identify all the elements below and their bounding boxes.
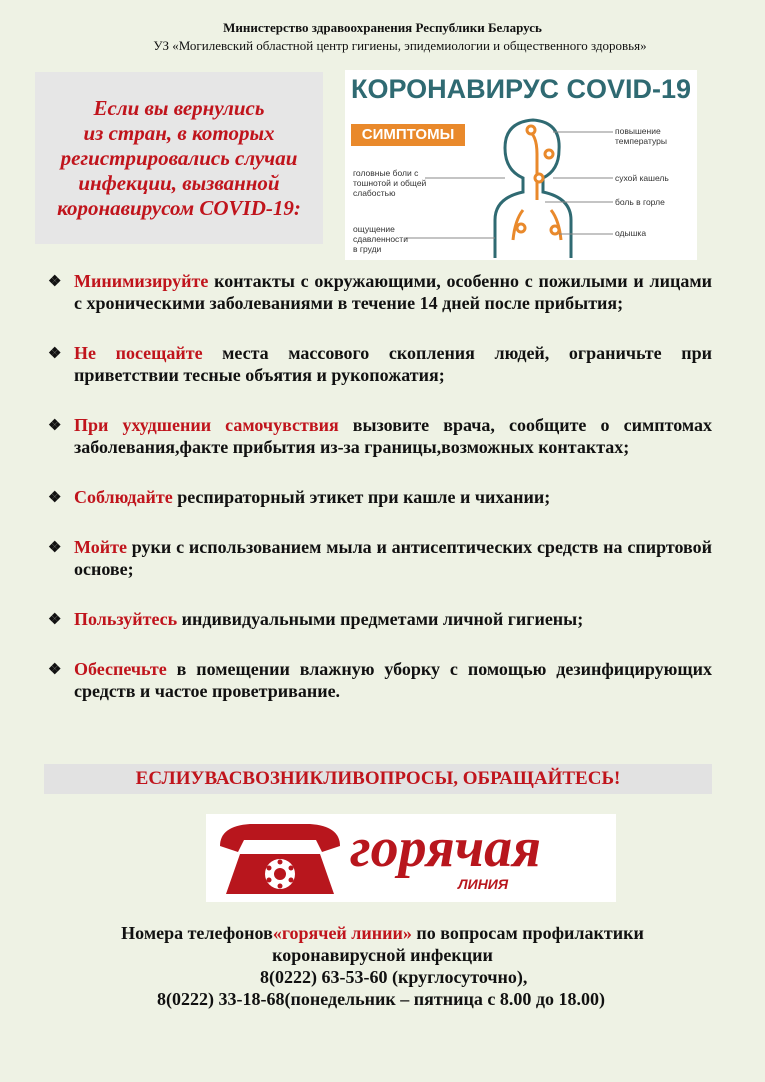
- list-item: [44, 342, 712, 386]
- phone-intro-pre: Номера телефонов: [121, 923, 273, 943]
- phone-number-2: 8(0222) 33-18-68(понедельник – пятница с 8.00 до 18.00): [157, 989, 605, 1009]
- bullet-icon: ❖: [48, 490, 62, 506]
- hotline-sub: ЛИНИЯ: [458, 876, 509, 892]
- advice-text: контакты с окружающими, особенно с пожилыми и лицами с хроническими заболеваниями в течение 14 дней после прибытия;: [74, 271, 712, 313]
- bullet-icon: ❖: [48, 612, 62, 628]
- advice-highlight: При ухудшении самочувствия: [74, 415, 339, 435]
- list-item: [44, 536, 712, 580]
- phone-number-1: 8(0222) 63-53-60 (круглосуточно),: [260, 967, 528, 987]
- list-item: [44, 486, 712, 508]
- advice-highlight: Соблюдайте: [74, 487, 173, 507]
- advice-highlight: Пользуйтесь: [74, 609, 178, 629]
- advice-text: индивидуальными предметами личной гигиены;: [177, 609, 584, 629]
- list-item: [44, 270, 712, 314]
- advice-highlight: Обеспечьте: [74, 659, 167, 679]
- symptom-sore-throat: боль в горле: [615, 197, 665, 207]
- advice-text: места массового скопления людей, ограничьте при приветствии тесные объятия и рукопожатия;: [74, 343, 712, 385]
- advice-text: вызовите врача, сообщите о симптомах заболевания,факте прибытия из-за границы,возможных контактах;: [74, 415, 712, 457]
- advice-highlight: Мойте: [74, 537, 127, 557]
- intro-text: Если вы вернулись из стран, в которых регистрировались случаи инфекции, вызванной коронавирусом COVID-19:: [57, 95, 301, 220]
- bullet-icon: ❖: [48, 540, 62, 556]
- ministry-header: Министерство здравоохранения Республики Беларусь: [223, 20, 542, 35]
- advice-text: руки с использованием мыла и антисептических средств на спиртовой основе;: [74, 537, 712, 579]
- bullet-icon: ❖: [48, 418, 62, 434]
- symptom-headache: головные боли с тошнотой и общей слабостью: [353, 168, 427, 198]
- advice-list: [44, 270, 712, 702]
- symptom-cough: сухой кашель: [615, 173, 669, 183]
- telephone-icon: [210, 816, 350, 900]
- intro-box: [35, 72, 323, 244]
- covid-infographic: [345, 70, 697, 260]
- bullet-icon: ❖: [48, 346, 62, 362]
- center-header: УЗ «Могилевский областной центр гигиены, эпидемиологии и общественного здоровья»: [153, 38, 647, 53]
- symptom-fever: повышение температуры: [615, 126, 667, 146]
- hotline-logo: [206, 814, 616, 902]
- symptom-dyspnea: одышка: [615, 228, 647, 238]
- advice-highlight: Не посещайте: [74, 343, 203, 363]
- symptoms-label: СИМПТОМЫ: [351, 124, 465, 146]
- list-item: [44, 658, 712, 702]
- phone-info: [0, 922, 765, 1010]
- contact-banner: ЕСЛИУВАСВОЗНИКЛИВОПРОСЫ, ОБРАЩАЙТЕСЬ!: [44, 764, 712, 794]
- bullet-icon: ❖: [48, 274, 62, 290]
- symptom-chest: ощущение сдавленности в груди: [353, 224, 408, 254]
- phone-intro-post: по вопросам профилактики: [411, 923, 644, 943]
- list-item: [44, 608, 712, 630]
- advice-highlight: Минимизируйте: [74, 271, 209, 291]
- phone-intro: [0, 922, 765, 944]
- phone-topic: коронавирусной инфекции: [272, 945, 493, 965]
- hotline-word: горячая: [350, 817, 542, 879]
- bullet-icon: ❖: [48, 662, 62, 678]
- advice-text: респираторный этикет при кашле и чихании;: [172, 487, 551, 507]
- advice-text: в помещении влажную уборку с помощью дезинфицирующих средств и частое проветривание.: [74, 659, 712, 701]
- list-item: [44, 414, 712, 458]
- phone-intro-highlight: «горячей линии»: [272, 923, 412, 943]
- infographic-title: КОРОНАВИРУС COVID-19: [351, 74, 692, 104]
